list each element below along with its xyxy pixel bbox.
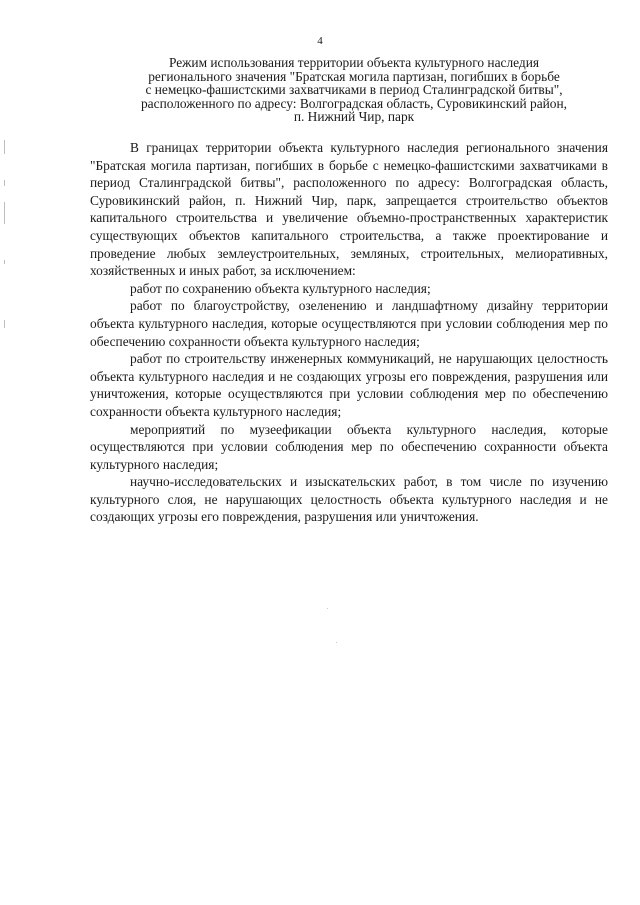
body-paragraph: В границах территории объекта культурного наследия регионального значения "Братская могила партизан, погибших в борьбе с немецко-фашистскими захватчиками в период Сталинградской битвы", расположенного по адресу: Волгоградская область, Суровикинский район, п. Нижний Чир, парк, запрещается строительство объектов капитального строительства и увеличение объемно-пространственных характеристик существующих объектов капитального строительства, а также проектирование и проведение любых землеустроительных, земляных, строительных, мелиоративных, хозяйственных и иных работ, за исключением: bbox=[90, 140, 608, 279]
title-line: с немецко-фашистскими захватчиками в период Сталинградской битвы", bbox=[145, 82, 563, 98]
body-paragraph: работ по благоустройству, озеленению и ландшафтному дизайну территории объекта культурного наследия, которые осуществляются при условии соблюдения мер по обеспечению сохранности объекта культурного наследия; bbox=[90, 298, 608, 349]
scan-speck bbox=[327, 608, 328, 609]
title-line: Режим использования территории объекта культурного наследия bbox=[168, 55, 540, 70]
scan-speck bbox=[336, 642, 337, 643]
document-body bbox=[90, 139, 608, 526]
title-line: регионального значения "Братская могила партизан, погибших в борьбе bbox=[148, 68, 560, 84]
body-paragraph: работ по строительству инженерных коммуникаций, не нарушающих целостность объекта культурного наследия и не создающих угрозы его повреждения, разрушения или уничтожения, которые осуществляются при условии соблюдения мер по обеспечению сохранности объекта культурного наследия; bbox=[90, 351, 608, 419]
scan-mark bbox=[4, 260, 5, 264]
scan-margin-marks bbox=[0, 140, 12, 340]
scan-mark bbox=[4, 202, 5, 224]
title-line: расположенного по адресу: Волгоградская область, Суровикинский район, bbox=[140, 95, 568, 111]
scan-mark bbox=[4, 140, 5, 154]
title-line: п. Нижний Чир, парк bbox=[293, 109, 415, 125]
body-paragraph: работ по сохранению объекта культурного наследия; bbox=[130, 280, 431, 296]
scan-mark bbox=[4, 320, 5, 328]
document-title bbox=[90, 56, 618, 124]
page-number: 4 bbox=[317, 35, 323, 47]
body-paragraph: научно-исследовательских и изыскательских работ, в том числе по изучению культурного слоя, не нарушающих целостность объекта культурного наследия и не создающих угрозы его повреждения, разрушения или уничтожения. bbox=[90, 474, 608, 525]
scan-mark bbox=[4, 180, 5, 186]
body-paragraph: мероприятий по музеефикации объекта культурного наследия, которые осуществляются при условии соблюдения мер по обеспечению сохранности объекта культурного наследия; bbox=[90, 421, 608, 472]
